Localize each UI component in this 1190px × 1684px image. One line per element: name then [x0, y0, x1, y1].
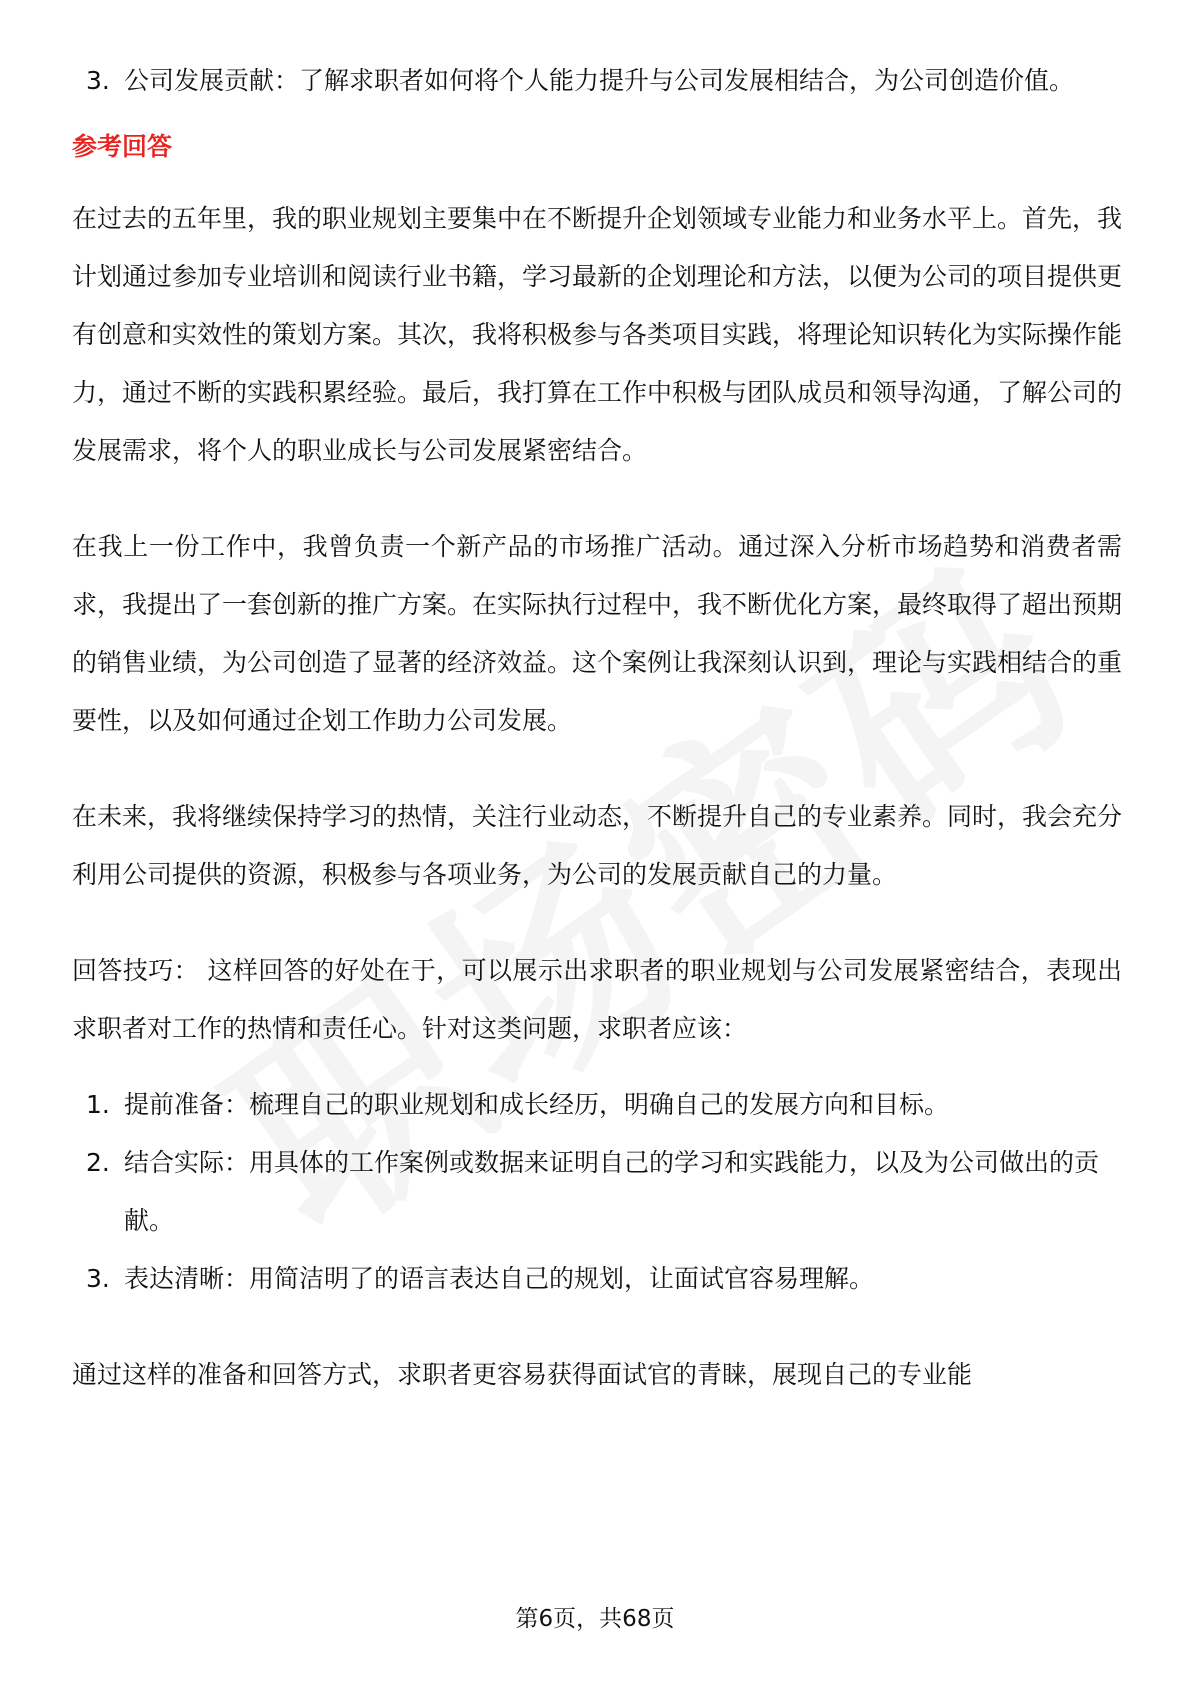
- list-text: 提前准备：梳理自己的职业规划和成长经历，明确自己的发展方向和目标。: [124, 1090, 950, 1119]
- list-text: 公司发展贡献：了解求职者如何将个人能力提升与公司发展相结合，为公司创造价值。: [124, 66, 1075, 95]
- section-heading: 参考回答: [72, 132, 173, 161]
- list-number: 3.: [86, 1264, 110, 1293]
- answer-paragraph: 在过去的五年里，我的职业规划主要集中在不断提升企划领域专业能力和业务水平上。首先，我计划通过参加专业培训和阅读行业书籍，学习最新的企划理论和方法，以便为公司的项目提供更有创意和实效性的策划方案。其次，我将积极参与各类项目实践，将理论知识转化为实际操作能力，通过不断的实践积累经验。最后，我打算在工作中积极与团队成员和领导沟通，了解公司的发展需求，将个人的职业成长与公司发展紧密结合。: [72, 204, 1123, 465]
- list-number: 3.: [86, 66, 110, 95]
- closing-paragraph: 通过这样的准备和回答方式，求职者更容易获得面试官的青睐，展现自己的专业能: [72, 1360, 973, 1389]
- tips-list: [72, 1076, 1122, 1308]
- page-number-footer: 第6页，共68页: [515, 1606, 675, 1632]
- list-number: 2.: [86, 1148, 110, 1177]
- answer-paragraph: 在未来，我将继续保持学习的热情，关注行业动态，不断提升自己的专业素养。同时，我会充分利用公司提供的资源，积极参与各项业务，为公司的发展贡献自己的力量。: [72, 802, 1123, 889]
- answer-paragraph: 在我上一份工作中，我曾负责一个新产品的市场推广活动。通过深入分析市场趋势和消费者需求，我提出了一套创新的推广方案。在实际执行过程中，我不断优化方案，最终取得了超出预期的销售业绩，为公司创造了显著的经济效益。这个案例让我深刻认识到，理论与实践相结合的重要性，以及如何通过企划工作助力公司发展。: [72, 532, 1123, 735]
- tips-intro-paragraph: 回答技巧： 这样回答的好处在于，可以展示出求职者的职业规划与公司发展紧密结合，表现出求职者对工作的热情和责任心。针对这类问题，求职者应该：: [72, 956, 1122, 1043]
- page-content: [72, 52, 1122, 1404]
- list-item: [72, 52, 1122, 110]
- list-text: 结合实际：用具体的工作案例或数据来证明自己的学习和实践能力，以及为公司做出的贡献。: [124, 1148, 1100, 1235]
- list-text: 表达清晰：用简洁明了的语言表达自己的规划，让面试官容易理解。: [124, 1264, 875, 1293]
- list-item: [72, 1134, 1122, 1250]
- list-item: [72, 1250, 1122, 1308]
- list-number: 1.: [86, 1090, 110, 1119]
- list-item: [72, 1076, 1122, 1134]
